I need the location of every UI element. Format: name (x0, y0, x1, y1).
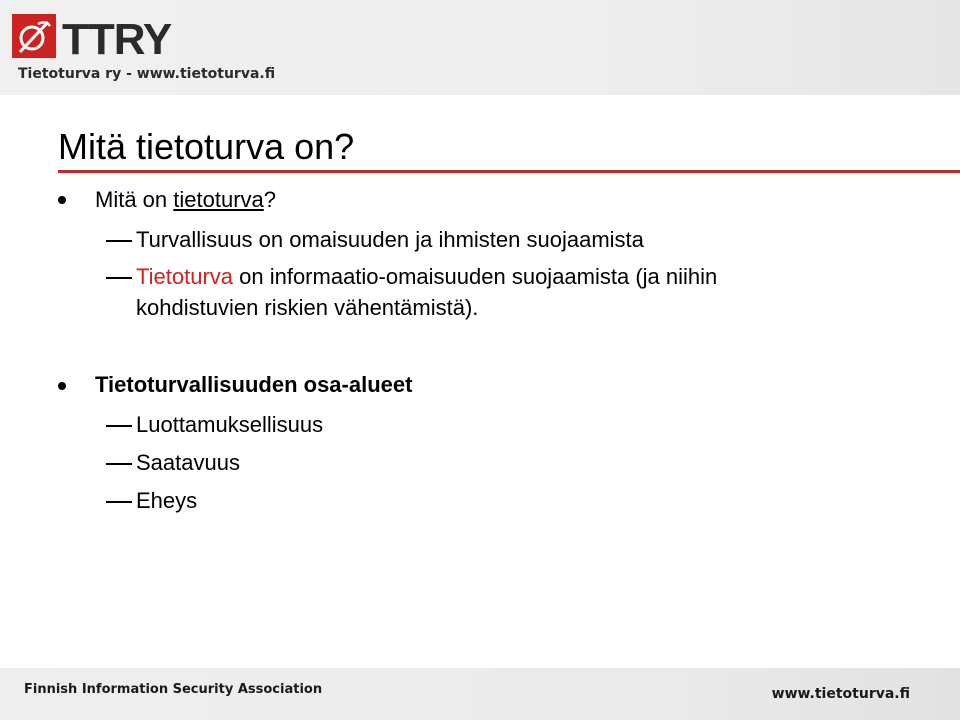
header-bar (0, 0, 960, 95)
dash-icon (106, 425, 132, 427)
dash-icon (106, 240, 132, 242)
logo-tagline: Tietoturva ry - www.tietoturva.fi (18, 66, 276, 82)
tietoturva-highlight: Tietoturva (136, 264, 234, 289)
sub-bullet-turvallisuus: Turvallisuus on omaisuuden ja ihmisten suojaamista (136, 227, 644, 252)
footer-bar (0, 668, 960, 720)
sub-bullet-tietoturva-text: on informaatio-omaisuuden suojaamista (ja niihin (233, 264, 718, 289)
sub-bullet-saatavuus: Saatavuus (136, 450, 240, 475)
sub-bullet-eheys: Eheys (136, 488, 198, 513)
logo-wordmark: TTRY (62, 15, 172, 64)
dash-icon (106, 463, 132, 465)
ttry-emblem-icon (12, 14, 56, 58)
tietoturva-link[interactable]: tietoturva (173, 187, 264, 212)
sub-bullet-tietoturva-continuation: kohdistuvien riskien vähentämistä). (136, 295, 479, 320)
sub-bullet-luottamuksellisuus: Luottamuksellisuus (136, 412, 324, 437)
bullet-mita-on-tietoturva (95, 187, 276, 213)
bullet-osa-alueet: Tietoturvallisuuden osa-alueet (95, 372, 413, 397)
dash-icon (106, 501, 132, 503)
title-divider (58, 170, 960, 173)
dash-icon (106, 277, 132, 279)
bullet1-suffix: ? (263, 187, 277, 212)
slide-title: Mitä tietoturva on? (58, 126, 355, 167)
bullet1-prefix: Mitä on (95, 187, 174, 212)
footer-organization: Finnish Information Security Association (24, 682, 323, 697)
bullet-icon (58, 196, 66, 204)
sub-bullet-tietoturva (136, 264, 717, 290)
bullet-icon (58, 382, 66, 390)
footer-url[interactable]: www.tietoturva.fi (771, 686, 910, 702)
